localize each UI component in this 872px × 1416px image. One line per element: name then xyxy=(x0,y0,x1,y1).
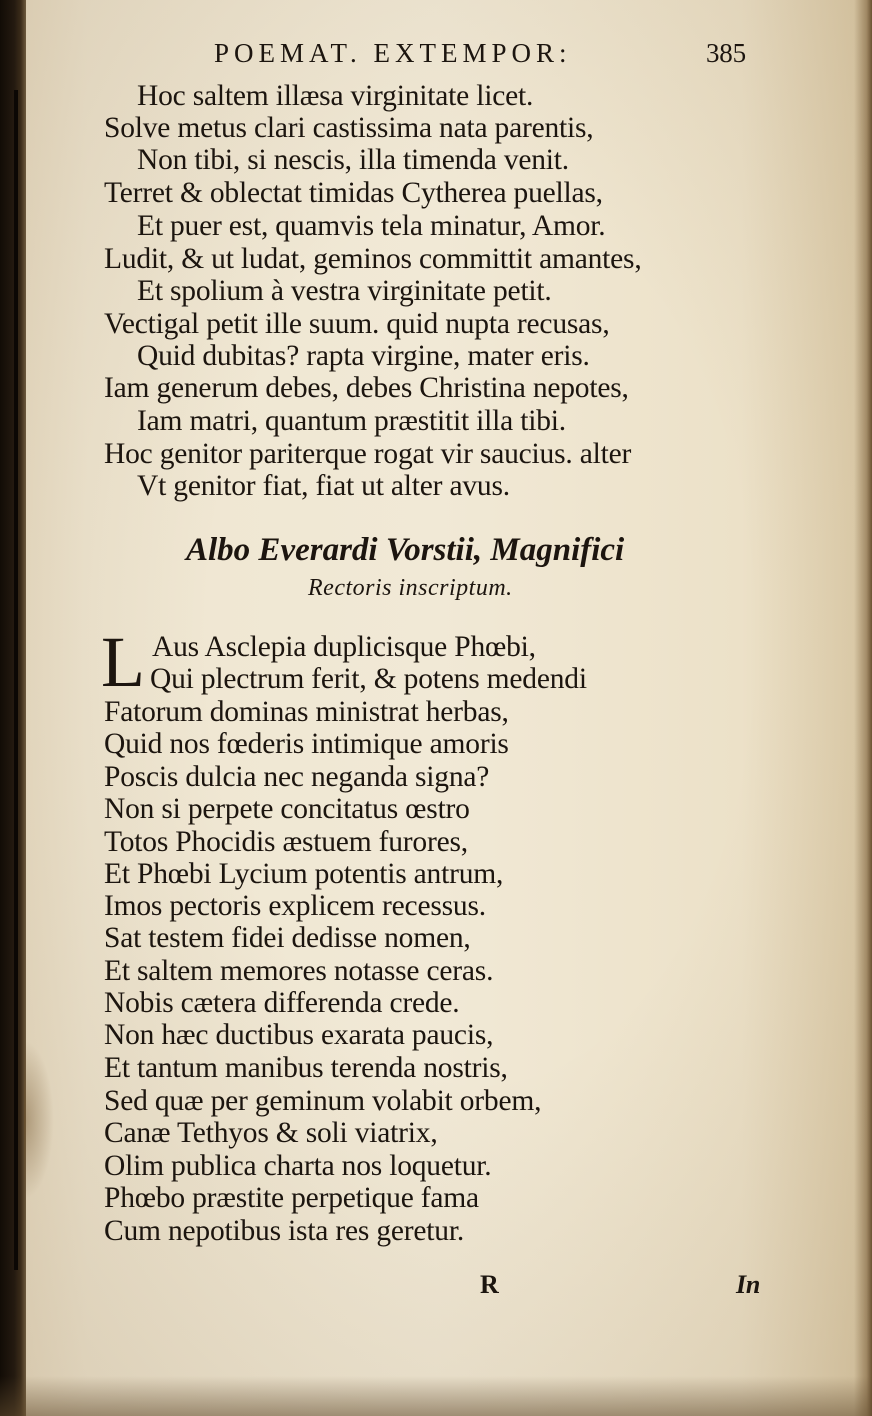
verse-line: Iam generum debes, debes Christina nepotes, xyxy=(104,372,629,404)
poem-title: Albo Everardi Vorstii, Magnifici xyxy=(186,532,625,568)
verse-line: Et puer est, quamvis tela minatur, Amor. xyxy=(137,210,606,242)
verse-line: Non hæc ductibus exarata paucis, xyxy=(104,1019,494,1051)
verse-line: Sat testem fidei dedisse nomen, xyxy=(104,922,471,954)
binding-shadow-line xyxy=(14,90,18,1270)
verse-line: Totos Phocidis æstuem furores, xyxy=(104,826,468,858)
verse-line: Solve metus clari castissima nata parentis, xyxy=(104,112,594,144)
verse-line: Iam matri, quantum præstitit illa tibi. xyxy=(137,405,566,437)
printer-signature-mark: R xyxy=(480,1270,499,1299)
verse-line: Phœbo præstite perpetique fama xyxy=(104,1182,479,1214)
verse-line: Poscis dulcia nec neganda signa? xyxy=(104,761,490,793)
verse-line: Ludit, & ut ludat, geminos committit amantes, xyxy=(104,243,642,275)
verse-line: Vt genitor fiat, fiat ut alter avus. xyxy=(137,470,510,502)
verse-line: Hoc genitor pariterque rogat vir saucius. alter xyxy=(104,438,632,470)
verse-line: Fatorum dominas ministrat herbas, xyxy=(104,696,509,728)
verse-line: Et spolium à vestra virginitate petit. xyxy=(137,275,552,307)
verse-line: Et saltem memores notasse ceras. xyxy=(104,955,494,987)
verse-line: Quid nos fœderis intimique amoris xyxy=(104,728,509,760)
verse-line: Hoc saltem illæsa virginitate licet. xyxy=(137,80,534,112)
verse-line: Nobis cætera differenda crede. xyxy=(104,987,460,1019)
page-right-edge xyxy=(854,0,872,1416)
verse-line: Terret & oblectat timidas Cytherea puellas, xyxy=(104,177,603,209)
verse-line: Non tibi, si nescis, illa timenda venit. xyxy=(137,144,569,176)
verse-line: Vectigal petit ille suum. quid nupta recusas, xyxy=(104,308,610,340)
verse-line: Quid dubitas? rapta virgine, mater eris. xyxy=(137,340,590,372)
book-binding xyxy=(0,0,26,1416)
drop-cap: L xyxy=(101,622,145,702)
verse-line: Et tantum manibus terenda nostris, xyxy=(104,1052,508,1084)
page-bottom-edge xyxy=(0,1376,872,1416)
verse-line: Olim publica charta nos loquetur. xyxy=(104,1150,492,1182)
verse-line: Imos pectoris explicem recessus. xyxy=(104,890,486,922)
verse-line: Sed quæ per geminum volabit orbem, xyxy=(104,1085,542,1117)
verse-line: Non si perpete concitatus œstro xyxy=(104,793,470,825)
verse-line: Et Phœbi Lycium potentis antrum, xyxy=(104,858,504,890)
verse-line: Canæ Tethyos & soli viatrix, xyxy=(104,1117,438,1149)
poem-subtitle: Rectoris inscriptum. xyxy=(308,575,513,601)
running-head: POEMAT. EXTEMPOR: xyxy=(214,38,572,68)
verse-line: Aus Asclepia duplicisque Phœbi, xyxy=(152,631,536,663)
page-stain xyxy=(24,1040,54,1200)
catchword: In xyxy=(736,1270,761,1299)
page-number: 385 xyxy=(706,38,746,68)
verse-line: Cum nepotibus ista res geretur. xyxy=(104,1215,465,1247)
verse-line: Qui plectrum ferit, & potens medendi xyxy=(150,663,587,695)
